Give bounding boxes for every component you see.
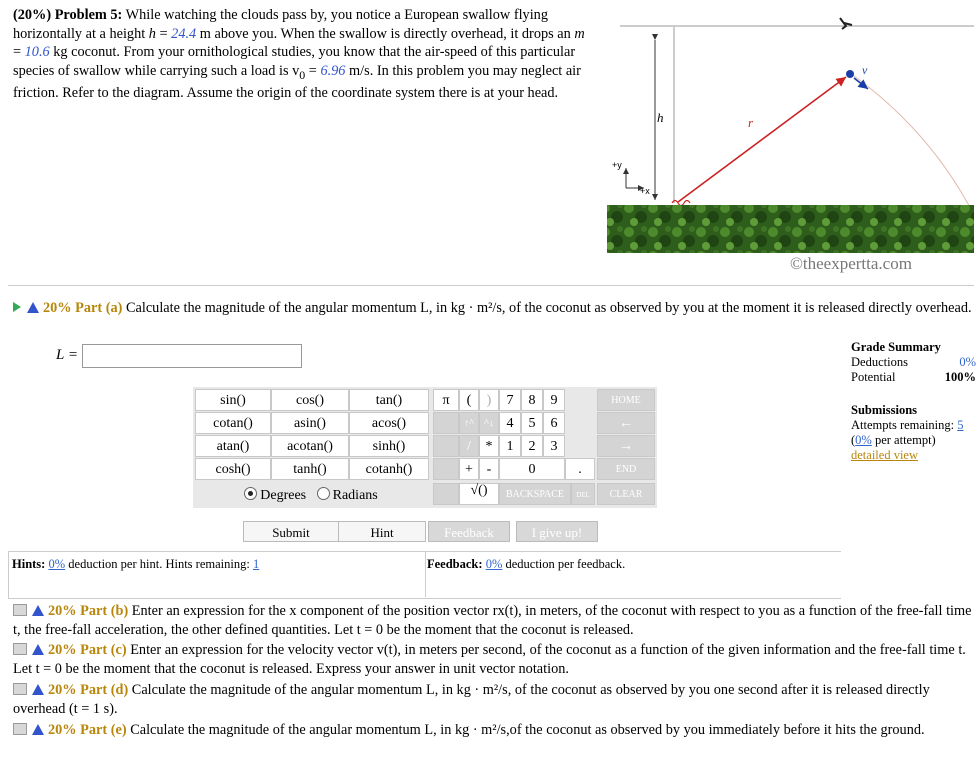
cotanh-key[interactable]: cotanh() [349,458,429,480]
degrees-radio[interactable] [244,487,257,500]
detailed-view-link[interactable]: detailed view [851,448,918,462]
mass-value: 10.6 [24,44,50,60]
play-icon [13,302,21,312]
v-label: v [862,63,868,77]
warning-icon [27,302,39,313]
position-vector [678,77,846,202]
delete-key[interactable]: DEL [571,483,595,505]
atan-key[interactable]: atan() [195,435,271,457]
digit-9-key[interactable]: 9 [543,389,565,411]
cotan-key[interactable]: cotan() [195,412,271,434]
part-b-prompt[interactable]: 20% Part (b) Enter an expression for the x component of the position vector rx(t), in meters, of the coconut with respect to you as a function of the free-fall time t, the free-fall acceleration, the other defined quantities. Let t = 0 be the moment that the coconut is released. [13,603,972,638]
digit-3-key[interactable]: 3 [543,435,565,457]
plus-key[interactable]: + [459,458,479,480]
hints-info: Hints: 0% deduction per hint. Hints remaining: 1 [12,557,260,571]
asin-key[interactable]: asin() [271,412,349,434]
x-axis-label: +x [640,186,650,196]
pencil-icon [13,723,27,735]
digit-7-key[interactable]: 7 [499,389,521,411]
pencil-icon [13,683,27,695]
decimal-key[interactable]: . [565,458,595,480]
tanh-key[interactable]: tanh() [271,458,349,480]
end-key[interactable]: END [597,458,655,480]
hints-remaining: 1 [252,557,260,571]
digit-2-key[interactable]: 2 [521,435,543,457]
radians-radio[interactable] [317,487,330,500]
part-d-prompt[interactable]: 20% Part (d) Calculate the magnitude of the angular momentum L, in kg · m²/s, of the coconut as observed by you one second after it is released directly overhead (t = 1 s). [13,682,930,717]
warning-icon [32,644,44,655]
warning-icon [32,605,44,616]
observer-head [672,201,690,206]
right-arrow-key[interactable]: → [597,435,655,457]
pi-key[interactable]: π [433,389,459,411]
answer-label: L = [56,347,78,363]
attempts-remaining: 5 [957,418,964,432]
feedback-info: Feedback: 0% deduction per feedback. [427,557,626,571]
cos-key[interactable]: cos() [271,389,349,411]
acotan-key[interactable]: acotan() [271,435,349,457]
blank-key [433,483,459,505]
feedback-button[interactable]: Feedback [428,521,510,542]
pencil-icon [13,604,27,616]
part-c-prompt[interactable]: 20% Part (c) Enter an expression for the velocity vector v(t), in meters per second, of the coconut as a function of the given information and the free-fall time t. Let t = 0 be the moment that the coconut is released. Express your answer in unit vector notation. [13,642,966,677]
digit-8-key[interactable]: 8 [521,389,543,411]
grade-summary-title: Grade Summary [851,340,941,354]
per-attempt-pct: 0% [855,433,872,447]
height-label: h [657,110,664,125]
backspace-key[interactable]: BACKSPACE [499,483,571,505]
submissions-title: Submissions [851,403,918,417]
speed-value: 6.96 [320,62,346,79]
y-axis-label: +y [612,160,622,170]
velocity-vector [854,78,868,89]
submit-button[interactable]: Submit [243,521,339,542]
copyright: ©theexpertta.com [790,254,912,273]
grade-summary: Grade Summary Deductions 0% Potential 100% Submissions Attempts remaining: 5 (0% per attempt) detailed view [851,340,976,462]
height-value: 24.4 [171,25,197,42]
hint-deduction: 0% [48,557,66,571]
sinh-key[interactable]: sinh() [349,435,429,457]
answer-input[interactable] [82,344,302,368]
power-key[interactable]: ↑^ [459,412,479,434]
cosh-key[interactable]: cosh() [195,458,271,480]
tan-key[interactable]: tan() [349,389,429,411]
problem-statement: (20%) Problem 5: While watching the clouds pass by, you notice a European swallow flying horizontally at a height h = 24.4 m above you. When the swallow is directly overhead, it drops an m = 10.6 kg coconut. From your ornithological studies, you know that the air-speed of this particular species of swallow while carrying such a load is $v_0 = 6.96$ m/s. In this problem you may neglect air friction. Refer to the diagram. Assume the origin of the coordinate system there is at your head. [13,7,585,101]
part-a-title: 20% Part (a) [43,300,123,316]
digit-5-key[interactable]: 5 [521,412,543,434]
calculator-keypad [193,387,657,508]
angle-mode: Degrees Radians [195,485,427,507]
pencil-icon [13,643,27,655]
potential-value: 100% [944,370,976,384]
blank-key [433,435,459,457]
problem-diagram [600,10,974,280]
divider [8,285,974,286]
blank-key [433,458,459,480]
left-arrow-key[interactable]: ← [597,412,655,434]
digit-6-key[interactable]: 6 [543,412,565,434]
clear-key[interactable]: CLEAR [597,483,655,505]
multiply-key[interactable]: * [479,435,499,457]
ground [607,205,974,253]
warning-icon [32,724,44,735]
sin-key[interactable]: sin() [195,389,271,411]
digit-0-key[interactable]: 0 [499,458,565,480]
blank-key [433,412,459,434]
sqrt-key[interactable]: √() [459,483,499,505]
give-up-button[interactable]: I give up! [516,521,598,542]
digit-1-key[interactable]: 1 [499,435,521,457]
close-paren-key[interactable]: ) [479,389,499,411]
coconut-marker [846,70,854,78]
minus-key[interactable]: - [479,458,499,480]
acos-key[interactable]: acos() [349,412,429,434]
r-label: r [748,115,754,130]
warning-icon [32,684,44,695]
subscript-key[interactable]: ^↓ [479,412,499,434]
trajectory-curve [850,73,974,215]
hint-button[interactable]: Hint [338,521,426,542]
divide-key[interactable]: / [459,435,479,457]
problem-label: (20%) Problem 5: [13,7,123,23]
deductions-value: 0% [959,355,976,369]
swallow-icon [840,18,852,29]
part-e-prompt[interactable]: 20% Part (e) Calculate the magnitude of the angular momentum L, in kg · m²/s,of the coconut as observed by you immediately before it hits the ground. [13,721,978,740]
feedback-deduction: 0% [485,557,503,571]
home-key[interactable]: HOME [597,389,655,411]
digit-4-key[interactable]: 4 [499,412,521,434]
open-paren-key[interactable]: ( [459,389,479,411]
part-a-prompt: 20% Part (a) Calculate the magnitude of the angular momentum L, in kg · m²/s, of the coconut as observed by you at the moment it is released directly overhead. [13,299,978,318]
